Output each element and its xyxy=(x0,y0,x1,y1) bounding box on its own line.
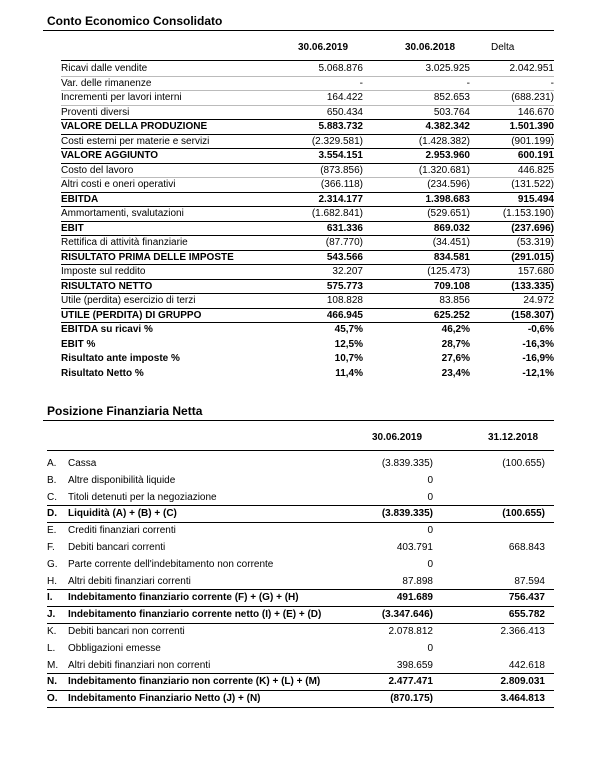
value-2019: 0 xyxy=(427,474,433,486)
value-2019: 0 xyxy=(427,642,433,654)
row-label: Indebitamento finanziario corrente netto (I) + (E) + (D) xyxy=(68,609,322,621)
row-label: Obbligazioni emesse xyxy=(68,642,161,654)
row-label: EBIT % xyxy=(61,338,96,350)
row-label: VALORE DELLA PRODUZIONE xyxy=(61,121,208,132)
row-letter: M. xyxy=(47,659,59,671)
value-2018: 625.252 xyxy=(433,309,470,321)
value-2019: (366.118) xyxy=(320,179,363,190)
value-2018: 668.843 xyxy=(508,542,545,553)
value-2018: (34.451) xyxy=(432,237,470,248)
row-label: Indebitamento finanziario corrente (F) + (G) + (H) xyxy=(68,592,299,604)
value-delta: (291.015) xyxy=(511,251,554,263)
value-2019: - xyxy=(359,77,363,89)
table-row xyxy=(61,91,554,104)
row-label: Var. delle rimanenze xyxy=(61,77,152,89)
row-label: RISULTATO NETTO xyxy=(61,280,153,292)
table-row xyxy=(47,659,554,672)
row-divider xyxy=(47,707,554,708)
row-label: Altri debiti finanziari non correnti xyxy=(68,659,211,671)
column-header-2018: 31.12.2018 xyxy=(488,432,539,443)
table-row xyxy=(61,120,554,133)
value-2019: 398.659 xyxy=(396,659,433,671)
value-2019: 164.422 xyxy=(326,92,363,103)
section-divider xyxy=(43,30,554,31)
table-row xyxy=(47,675,554,688)
value-2018: 28,7% xyxy=(441,338,470,350)
row-label: Titoli detenuti per la negoziazione xyxy=(68,491,217,503)
value-2019: (2.329.581) xyxy=(311,135,363,147)
row-letter: F. xyxy=(47,542,55,553)
row-letter: J. xyxy=(47,609,56,621)
row-label: Utile (perdita) esercizio di terzi xyxy=(61,295,196,306)
table-row xyxy=(61,207,554,220)
row-label: Imposte sul reddito xyxy=(61,266,146,277)
value-2019: 543.566 xyxy=(326,251,363,263)
value-2018: 756.437 xyxy=(508,592,545,604)
table-row xyxy=(47,524,554,537)
row-label: Indebitamento Finanziario Netto (J) + (N) xyxy=(68,693,261,705)
table-row xyxy=(47,491,554,504)
value-2019: 2.078.812 xyxy=(388,626,433,637)
table-row xyxy=(61,367,554,380)
row-label: Risultato ante imposte % xyxy=(61,353,180,364)
table-row xyxy=(61,352,554,365)
value-2018: (100.655) xyxy=(502,458,545,469)
row-letter: B. xyxy=(47,474,57,486)
value-2018: 1.398.683 xyxy=(425,193,470,205)
header-divider xyxy=(61,60,554,61)
column-header-2019: 30.06.2019 xyxy=(372,432,423,443)
value-delta: (131.522) xyxy=(511,179,554,190)
value-delta: 446.825 xyxy=(517,164,554,176)
row-label: Incrementi per lavori interni xyxy=(61,92,182,103)
table-row xyxy=(47,457,554,470)
value-delta: 146.670 xyxy=(517,106,554,118)
row-label: Altre disponibilità liquide xyxy=(68,474,176,486)
value-2018: (100.655) xyxy=(502,508,545,520)
value-delta: (53.319) xyxy=(516,237,554,248)
row-label: EBIT xyxy=(61,222,84,234)
value-delta: (688.231) xyxy=(511,92,554,103)
value-2019: 108.828 xyxy=(326,295,363,306)
table-row xyxy=(61,251,554,264)
row-label: Risultato Netto % xyxy=(61,367,144,379)
value-2019: (1.682.841) xyxy=(311,208,363,219)
table-row xyxy=(47,575,554,588)
value-2019: 2.477.471 xyxy=(388,676,433,688)
value-2019: (3.839.335) xyxy=(381,508,433,520)
value-delta: 600.191 xyxy=(517,150,554,161)
row-label: Costo del lavoro xyxy=(61,164,134,176)
row-label: Ammortamenti, svalutazioni xyxy=(61,208,184,219)
value-2019: 32.207 xyxy=(332,266,363,277)
row-letter: K. xyxy=(47,626,57,637)
column-header-2019: 30.06.2019 xyxy=(298,42,349,53)
value-2018: (529.651) xyxy=(427,208,470,219)
value-2018: 46,2% xyxy=(441,324,470,335)
value-delta: (1.153.190) xyxy=(502,208,554,219)
row-divider xyxy=(47,589,554,590)
value-2018: 3.464.813 xyxy=(500,693,545,705)
value-2019: 45,7% xyxy=(334,324,363,335)
value-delta: (133.335) xyxy=(511,280,554,292)
row-letter: I. xyxy=(47,592,53,604)
value-2019: (873.856) xyxy=(320,164,363,176)
row-letter: H. xyxy=(47,575,57,587)
table-row xyxy=(61,236,554,249)
row-divider xyxy=(47,673,554,674)
value-2019: 12,5% xyxy=(334,338,363,350)
row-label: EBITDA su ricavi % xyxy=(61,324,153,335)
value-2019: 0 xyxy=(427,491,433,503)
value-2018: 869.032 xyxy=(433,222,470,234)
value-2019: 575.773 xyxy=(326,280,363,292)
value-2019: 11,4% xyxy=(335,367,363,379)
table-row xyxy=(47,642,554,655)
table-row xyxy=(61,222,554,235)
row-letter: N. xyxy=(47,676,57,688)
value-2019: 0 xyxy=(427,525,433,537)
row-label: Debiti bancari non correnti xyxy=(68,626,185,637)
table-row xyxy=(61,323,554,336)
value-delta: -0,6% xyxy=(527,324,554,335)
table-row xyxy=(47,558,554,571)
table-row xyxy=(61,294,554,307)
value-2019: 403.791 xyxy=(396,542,433,553)
column-header-2018: 30.06.2018 xyxy=(405,42,456,53)
row-label: Parte corrente dell'indebitamento non corrente xyxy=(68,558,274,570)
table-row xyxy=(47,625,554,638)
value-2019: (3.839.335) xyxy=(381,458,433,469)
value-delta: (158.307) xyxy=(511,309,554,321)
row-letter: D. xyxy=(47,508,57,520)
row-letter: O. xyxy=(47,693,58,705)
table-row xyxy=(61,178,554,191)
value-2018: 834.581 xyxy=(433,251,470,263)
value-2019: (3.347.646) xyxy=(381,609,433,621)
table-row xyxy=(61,77,554,90)
row-label: Altri debiti finanziari correnti xyxy=(68,575,191,587)
value-delta: - xyxy=(550,77,554,89)
table-row xyxy=(47,474,554,487)
value-2019: 5.068.876 xyxy=(318,63,363,74)
table-row xyxy=(47,608,554,621)
row-letter: E. xyxy=(47,525,57,537)
value-2018: 503.764 xyxy=(433,106,470,118)
row-label: Indebitamento finanziario non corrente (K) + (L) + (M) xyxy=(68,676,321,688)
row-divider xyxy=(47,623,554,624)
row-label: VALORE AGGIUNTO xyxy=(61,150,159,161)
value-2018: 3.025.925 xyxy=(425,63,470,74)
value-2018: 83.856 xyxy=(439,295,470,306)
value-2019: 5.883.732 xyxy=(318,121,363,132)
row-divider xyxy=(47,606,554,607)
value-2018: (125.473) xyxy=(427,266,470,277)
value-2018: 655.782 xyxy=(508,609,545,621)
row-label: EBITDA xyxy=(61,193,99,205)
value-2018: 442.618 xyxy=(508,659,545,671)
row-label: UTILE (PERDITA) DI GRUPPO xyxy=(61,309,202,321)
value-2018: 2.809.031 xyxy=(500,676,545,688)
table-row xyxy=(61,265,554,278)
table-row xyxy=(61,309,554,322)
table-row xyxy=(47,692,554,705)
table-row xyxy=(47,507,554,520)
row-label: Cassa xyxy=(68,458,97,469)
section-divider xyxy=(43,420,554,421)
row-letter: A. xyxy=(47,458,57,469)
value-2018: - xyxy=(466,77,470,89)
value-2019: 2.314.177 xyxy=(318,193,363,205)
row-label: Crediti finanziari correnti xyxy=(68,525,176,537)
value-delta: 24.972 xyxy=(523,295,554,306)
value-2019: 631.336 xyxy=(326,222,363,234)
table-row xyxy=(61,62,554,75)
header-divider xyxy=(47,450,554,451)
value-2018: 852.653 xyxy=(433,92,470,103)
value-2018: 23,4% xyxy=(441,367,470,379)
value-2019: (87.770) xyxy=(325,237,363,248)
row-divider xyxy=(47,522,554,523)
row-label: Debiti bancari correnti xyxy=(68,542,166,553)
table-row xyxy=(61,135,554,148)
net-financial-position-title: Posizione Finanziaria Netta xyxy=(47,404,203,418)
row-letter: G. xyxy=(47,558,58,570)
value-2019: 491.689 xyxy=(396,592,433,604)
value-2018: 2.953.960 xyxy=(425,150,470,161)
value-2018: (234.596) xyxy=(427,179,470,190)
value-2019: (870.175) xyxy=(390,693,433,705)
column-header-delta: Delta xyxy=(491,42,515,53)
row-letter: L. xyxy=(47,642,56,654)
table-row xyxy=(61,338,554,351)
value-delta: -16,9% xyxy=(522,353,554,364)
value-2018: 27,6% xyxy=(441,353,470,364)
value-2019: 3.554.151 xyxy=(318,150,363,161)
value-2019: 650.434 xyxy=(326,106,363,118)
row-divider xyxy=(47,690,554,691)
value-2018: 4.382.342 xyxy=(425,121,470,132)
table-row xyxy=(61,106,554,119)
row-divider xyxy=(47,505,554,506)
value-2019: 466.945 xyxy=(326,309,363,321)
value-2019: 10,7% xyxy=(334,353,363,364)
value-delta: 157.680 xyxy=(517,266,554,277)
value-delta: (901.199) xyxy=(511,135,554,147)
value-2019: 87.898 xyxy=(402,575,433,587)
row-label: Proventi diversi xyxy=(61,106,130,118)
value-2018: 87.594 xyxy=(514,575,545,587)
table-row xyxy=(61,193,554,206)
table-row xyxy=(61,149,554,162)
row-label: RISULTATO PRIMA DELLE IMPOSTE xyxy=(61,251,234,263)
table-row xyxy=(47,591,554,604)
row-label: Altri costi e oneri operativi xyxy=(61,179,176,190)
value-2019: 0 xyxy=(427,558,433,570)
value-delta: (237.696) xyxy=(511,222,554,234)
value-2018: (1.428.382) xyxy=(418,135,470,147)
value-2018: 709.108 xyxy=(433,280,470,292)
value-2018: (1.320.681) xyxy=(418,164,470,176)
value-delta: -12,1% xyxy=(522,367,554,379)
row-label: Costi esterni per materie e servizi xyxy=(61,135,210,147)
row-letter: C. xyxy=(47,491,57,503)
value-delta: -16,3% xyxy=(522,338,554,350)
row-label: Rettifica di attività finanziarie xyxy=(61,237,188,248)
row-label: Liquidità (A) + (B) + (C) xyxy=(68,508,177,520)
value-delta: 1.501.390 xyxy=(509,121,554,132)
table-row xyxy=(61,164,554,177)
value-delta: 915.494 xyxy=(517,193,554,205)
row-label: Ricavi dalle vendite xyxy=(61,63,148,74)
value-delta: 2.042.951 xyxy=(509,63,554,74)
table-row xyxy=(47,541,554,554)
value-2018: 2.366.413 xyxy=(500,626,545,637)
income-statement-title: Conto Economico Consolidato xyxy=(47,14,223,28)
table-row xyxy=(61,280,554,293)
